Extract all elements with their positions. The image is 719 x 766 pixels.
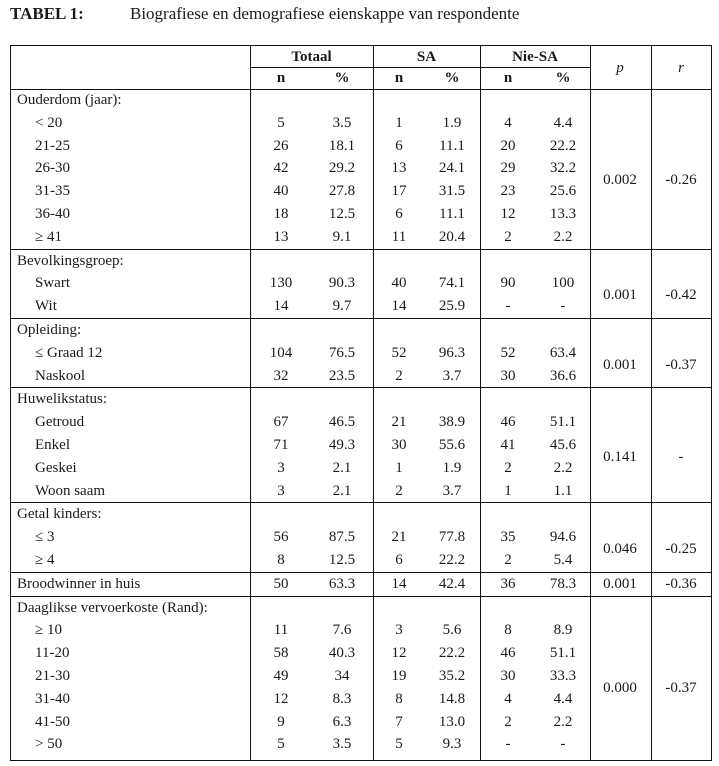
table-cell: 55.6: [438, 437, 466, 453]
table-cell: 25.9: [438, 298, 466, 315]
column-divider: [250, 46, 251, 760]
table-cell: 22.2: [549, 137, 577, 154]
row-label: Woon saam: [35, 482, 106, 499]
table-cell: 30: [500, 668, 516, 684]
table-cell: 40: [391, 275, 407, 292]
table-cell: 18: [273, 206, 289, 222]
table-cell: 2.1: [332, 459, 352, 476]
table-cell: 19: [391, 668, 407, 684]
header-r: r: [678, 59, 684, 76]
table-cell: 31.5: [438, 183, 466, 200]
r-value: -0.36: [665, 575, 697, 592]
row-label: 31-35: [35, 183, 70, 200]
table-cell: 29.2: [328, 160, 356, 177]
table-cell: 78.3: [549, 575, 577, 592]
table-cell: 14: [273, 298, 289, 315]
table-cell: 9.3: [442, 736, 462, 753]
table-cell: 12.5: [328, 552, 356, 568]
row-label: ≥ 10: [35, 622, 62, 639]
table-cell: 40: [273, 183, 289, 200]
table-cell: 51.1: [549, 645, 577, 662]
table-cell: 46: [500, 414, 516, 431]
header-sub-percent: %: [444, 70, 460, 86]
row-label: 36-40: [35, 206, 70, 222]
r-value: -0.37: [665, 356, 697, 373]
section-title: Broodwinner in huis: [17, 575, 141, 592]
table-cell: 18.1: [328, 137, 356, 154]
table-cell: 14.8: [438, 690, 466, 707]
header-group-nie-sa: Nie-SA: [512, 49, 558, 65]
table-cell: 46.5: [328, 414, 356, 431]
table-cell: 90.3: [328, 275, 356, 292]
table-cell: 12: [391, 645, 407, 662]
column-divider: [480, 46, 481, 760]
table-cell: 94.6: [549, 529, 577, 546]
table-cell: 2: [504, 228, 512, 245]
r-value: -0.26: [665, 172, 697, 189]
table-cell: 3: [395, 622, 403, 639]
table-cell: 13: [391, 160, 407, 177]
table-cell: 4.4: [553, 114, 573, 131]
row-label: ≤ Graad 12: [35, 344, 103, 361]
header-sub-percent: %: [334, 70, 350, 86]
table-cell: 130: [269, 275, 293, 292]
header-sub-n: n: [503, 70, 513, 86]
table-cell: 7.6: [332, 622, 352, 639]
table-cell: 27.8: [328, 183, 356, 200]
r-value: -: [678, 448, 684, 465]
table-cell: 1: [395, 114, 403, 131]
table-caption: [10, 4, 710, 26]
table-cell: 11.1: [439, 206, 465, 222]
table-cell: 3.5: [332, 114, 352, 131]
table-cell: 30: [391, 437, 407, 453]
table-cell: 1.1: [553, 482, 573, 499]
table-cell: 6: [395, 552, 403, 568]
table-cell: 29: [500, 160, 516, 177]
table-cell: 2.2: [553, 713, 573, 730]
section-divider: [11, 502, 711, 503]
table-cell: 4: [504, 690, 512, 707]
table-cell: 49: [273, 668, 289, 684]
table-cell: 6.3: [332, 713, 352, 730]
section-divider: [11, 387, 711, 388]
p-value: 0.000: [603, 679, 637, 696]
table-cell: 42.4: [438, 575, 466, 592]
table-cell: 35.2: [438, 668, 466, 684]
row-label: Naskool: [35, 367, 85, 384]
header-p: p: [616, 59, 624, 76]
table-cell: 13.3: [549, 206, 577, 222]
table-cell: -: [505, 736, 511, 753]
row-label: 26-30: [35, 160, 70, 177]
table-cell: 3: [277, 482, 285, 499]
table-cell: 26: [273, 137, 289, 154]
p-value: 0.001: [603, 575, 637, 592]
table-cell: 87.5: [328, 529, 356, 546]
table-cell: 24.1: [438, 160, 466, 177]
table-cell: 8.9: [553, 622, 573, 639]
table-cell: 3.7: [442, 482, 462, 499]
header-group-sa: SA: [416, 49, 437, 65]
table-cell: 12.5: [328, 206, 356, 222]
table-cell: 13: [273, 228, 289, 245]
row-label: ≥ 4: [35, 552, 55, 568]
p-value: 0.002: [603, 172, 637, 189]
table-cell: 12: [500, 206, 516, 222]
table-cell: 2: [504, 713, 512, 730]
section-title: Daaglikse vervoerkoste (Rand):: [17, 599, 208, 616]
table-cell: 14: [391, 575, 407, 592]
row-label: Geskei: [35, 459, 77, 476]
section-title: Huwelikstatus:: [17, 391, 107, 408]
table-cell: 21: [391, 414, 407, 431]
table-cell: 4.4: [553, 690, 573, 707]
table-cell: 8: [277, 552, 285, 568]
table-cell: 2: [395, 482, 403, 499]
table-cell: 11: [391, 228, 407, 245]
table-cell: 23.5: [328, 367, 356, 384]
table-cell: 2.2: [553, 228, 573, 245]
table-cell: 22.2: [438, 645, 466, 662]
table-cell: 6: [395, 137, 403, 154]
table-cell: 20: [500, 137, 516, 154]
p-value: 0.046: [603, 541, 637, 557]
table-cell: 5: [395, 736, 403, 753]
table-cell: -: [560, 736, 566, 753]
table-cell: -: [560, 298, 566, 315]
table-cell: 2: [504, 552, 512, 568]
table-cell: 36.6: [549, 367, 577, 384]
table-cell: 5.4: [553, 552, 573, 568]
table-cell: 9: [277, 713, 285, 730]
table-cell: 46: [500, 645, 516, 662]
table-cell: 67: [273, 414, 289, 431]
table-cell: 2: [504, 459, 512, 476]
row-label: 21-30: [35, 668, 70, 684]
table-cell: 1: [504, 482, 512, 499]
table-cell: 49.3: [328, 437, 356, 453]
column-divider: [373, 46, 374, 760]
table-cell: 25.6: [549, 183, 577, 200]
table-cell: 3: [277, 459, 285, 476]
table-cell: 1.9: [442, 459, 462, 476]
table-cell: 51.1: [549, 414, 577, 431]
header-sub-n: n: [394, 70, 404, 86]
table-cell: 17: [391, 183, 407, 200]
table-cell: 13.0: [438, 713, 466, 730]
table-cell: 4: [504, 114, 512, 131]
r-value: -0.42: [665, 287, 697, 304]
table-cell: 5: [277, 736, 285, 753]
table-cell: 11: [273, 622, 289, 639]
table-cell: 6: [395, 206, 403, 222]
column-divider: [590, 46, 591, 760]
table-cell: 35: [500, 529, 516, 546]
table-cell: 76.5: [328, 344, 356, 361]
table-cell: 34: [334, 668, 350, 684]
table-cell: 8.3: [332, 690, 352, 707]
row-label: Swart: [35, 275, 70, 292]
table-cell: 23: [500, 183, 516, 200]
table-cell: 20.4: [438, 228, 466, 245]
column-divider: [651, 46, 652, 760]
row-label: 11-20: [35, 645, 70, 662]
table-cell: 8: [504, 622, 512, 639]
table-cell: 2.2: [553, 459, 573, 476]
row-label: < 20: [35, 114, 63, 131]
section-title: Ouderdom (jaar):: [17, 92, 122, 108]
header-sub-percent: %: [555, 70, 571, 86]
table-cell: 5.6: [442, 622, 462, 639]
table-cell: 50: [273, 575, 289, 592]
table-cell: 14: [391, 298, 407, 315]
section-title: Opleiding:: [17, 322, 82, 338]
row-label: > 50: [35, 736, 63, 753]
p-value: 0.141: [603, 448, 637, 465]
table-cell: 71: [273, 437, 289, 453]
table-cell: 1: [395, 459, 403, 476]
table-cell: 32.2: [549, 160, 577, 177]
row-label: 21-25: [35, 137, 70, 154]
header-group-totaal: Totaal: [291, 49, 332, 65]
row-label: 31-40: [35, 690, 70, 707]
table-cell: 100: [551, 275, 575, 292]
table-cell: 22.2: [438, 552, 466, 568]
table-cell: 52: [500, 344, 516, 361]
table-cell: 7: [395, 713, 403, 730]
table-cell: 3.5: [332, 736, 352, 753]
table-cell: 21: [391, 529, 407, 546]
table-cell: 11.1: [439, 137, 465, 154]
table-cell: 56: [273, 529, 289, 546]
table-cell: 90: [500, 275, 516, 292]
table-cell: 40.3: [328, 645, 356, 662]
row-label: Wit: [35, 298, 57, 315]
header-sub-n: n: [276, 70, 286, 86]
table-cell: 2.1: [332, 482, 352, 499]
section-divider: [11, 318, 711, 319]
table-cell: 36: [500, 575, 516, 592]
table-cell: 33.3: [549, 668, 577, 684]
table-cell: 42: [273, 160, 289, 177]
table-cell: 1.9: [442, 114, 462, 131]
table-cell: 104: [269, 344, 293, 361]
table-cell: 3.7: [442, 367, 462, 384]
table-cell: 32: [273, 367, 289, 384]
section-title: Getal kinders:: [17, 506, 102, 523]
table-cell: 96.3: [438, 344, 466, 361]
table-cell: 45.6: [549, 437, 577, 453]
table-cell: 74.1: [438, 275, 466, 292]
r-value: -0.25: [665, 541, 697, 557]
header-sub-divider: [250, 67, 590, 68]
table-cell: 2: [395, 367, 403, 384]
table-cell: 58: [273, 645, 289, 662]
demographics-table: [10, 45, 712, 761]
row-label: ≥ 41: [35, 228, 62, 245]
table-cell: 12: [273, 690, 289, 707]
table-cell: 9.1: [332, 228, 352, 245]
table-cell: 63.3: [328, 575, 356, 592]
row-label: 41-50: [35, 713, 70, 730]
table-cell: 52: [391, 344, 407, 361]
table-cell: 5: [277, 114, 285, 131]
table-cell: 77.8: [438, 529, 466, 546]
row-label: Getroud: [35, 414, 85, 431]
table-cell: 38.9: [438, 414, 466, 431]
table-cell: 30: [500, 367, 516, 384]
p-value: 0.001: [603, 356, 637, 373]
caption-label: TABEL 1:: [10, 4, 84, 23]
table-cell: 41: [500, 437, 516, 453]
table-cell: 8: [395, 690, 403, 707]
row-label: Enkel: [35, 437, 70, 453]
table-cell: 63.4: [549, 344, 577, 361]
table-cell: 9.7: [332, 298, 352, 315]
row-label: ≤ 3: [35, 529, 55, 546]
p-value: 0.001: [603, 287, 637, 304]
caption-text: Biografiese en demografiese eienskappe van respondente: [130, 4, 520, 23]
r-value: -0.37: [665, 679, 697, 696]
section-title: Bevolkingsgroep:: [17, 252, 124, 269]
table-cell: -: [505, 298, 511, 315]
